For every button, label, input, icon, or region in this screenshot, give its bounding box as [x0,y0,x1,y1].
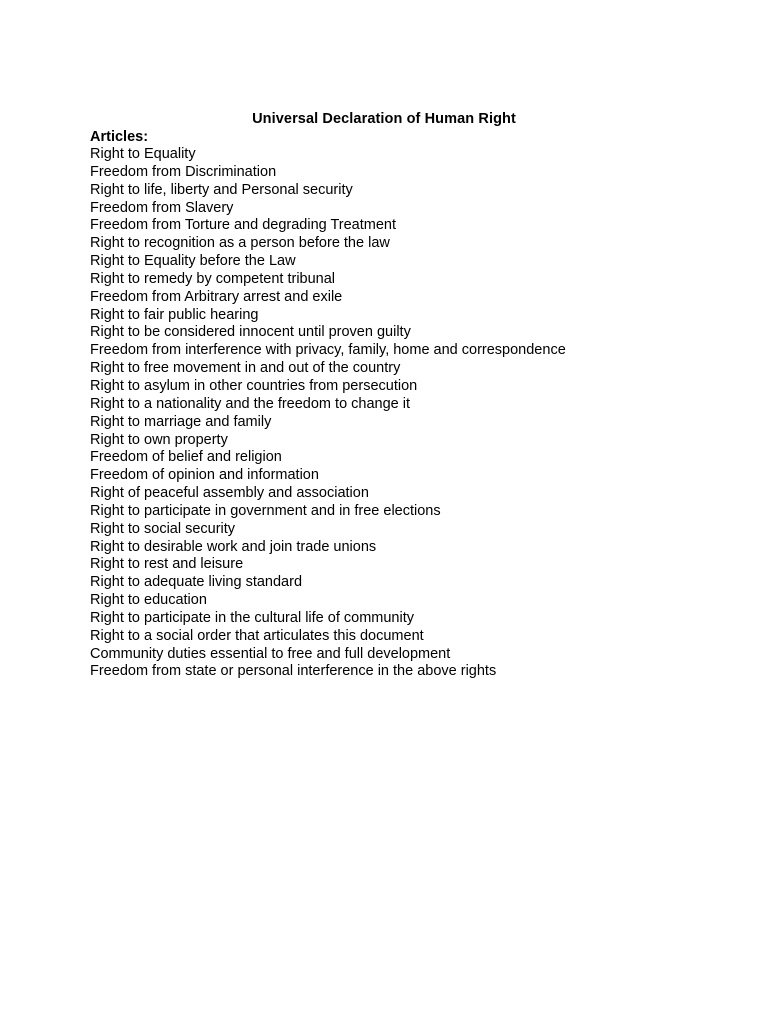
article-item: Freedom of belief and religion [90,449,282,466]
article-item: Right of peaceful assembly and association [90,485,369,502]
article-item: Right to participate in the cultural life of community [90,609,414,626]
document-title: Universal Declaration of Human Right [252,111,516,127]
article-item: Freedom from Torture and degrading Treatment [90,217,397,234]
articles-heading: Articles: [90,129,149,145]
article-item: Freedom from Slavery [90,199,234,216]
article-item: Freedom from Discrimination [90,163,277,180]
article-item: Right to social security [90,520,236,537]
article-item: Right to a social order that articulates this document [90,627,424,644]
article-item: Right to remedy by competent tribunal [90,270,336,287]
article-item: Right to recognition as a person before the law [90,235,390,252]
article-item: Right to asylum in other countries from persecution [90,377,418,394]
article-item: Community duties essential to free and full development [90,645,451,662]
article-item: Freedom from state or personal interference in the above rights [90,663,497,680]
article-item: Freedom from Arbitrary arrest and exile [90,288,343,305]
article-item: Freedom from interference with privacy, family, home and correspondence [90,342,566,359]
article-item: Right to marriage and family [90,413,272,430]
article-item: Right to education [90,592,207,609]
article-item: Right to fair public hearing [90,306,259,323]
article-item: Right to desirable work and join trade unions [90,538,377,555]
article-item: Freedom of opinion and information [90,467,319,484]
article-item: Right to participate in government and in free elections [90,502,441,519]
article-item: Right to Equality before the Law [90,253,296,270]
article-item: Right to free movement in and out of the country [90,360,401,377]
article-item: Right to life, liberty and Personal security [90,181,353,198]
article-item: Right to Equality [90,146,196,162]
article-item: Right to own property [90,431,228,448]
article-list [90,146,566,681]
article-item: Right to be considered innocent until proven guilty [90,324,411,341]
article-item: Right to a nationality and the freedom to change it [90,395,411,412]
article-item: Right to adequate living standard [90,574,303,591]
article-item: Right to rest and leisure [90,556,244,573]
